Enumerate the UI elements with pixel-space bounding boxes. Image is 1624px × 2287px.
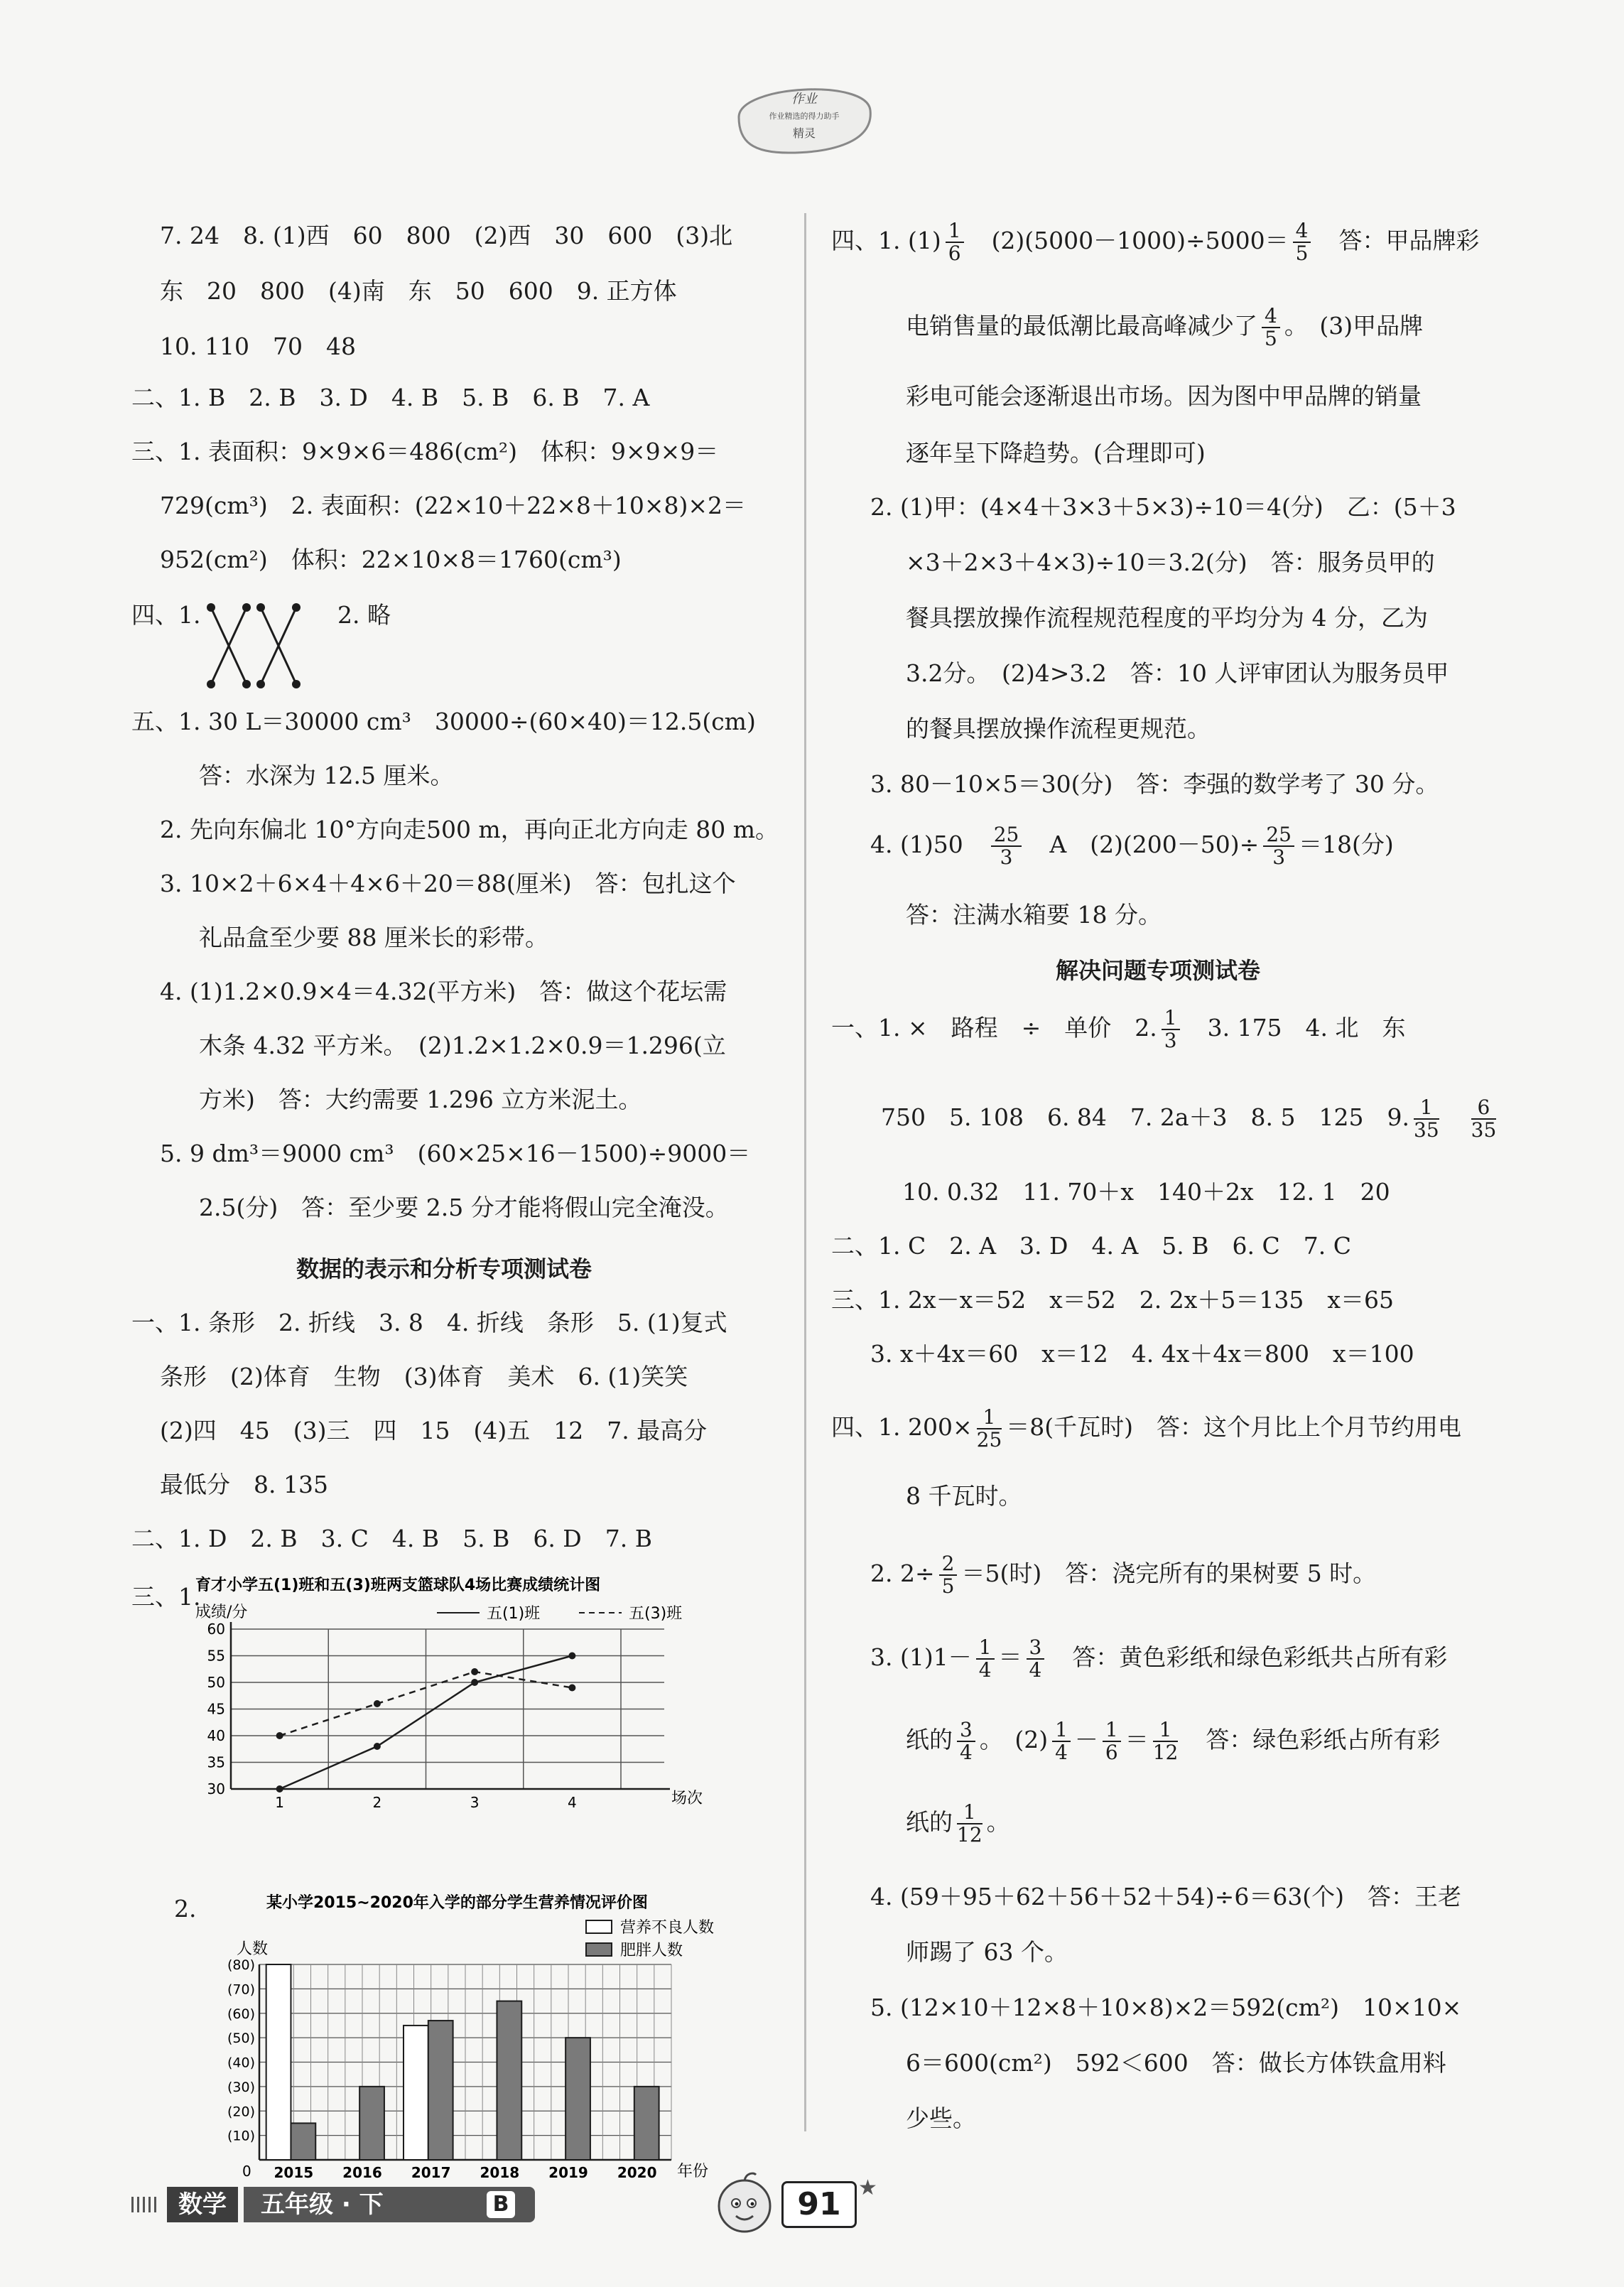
- answer-line: 答：注满水箱要 18 分。: [906, 901, 1162, 929]
- bar: [428, 2021, 453, 2160]
- fraction: [957, 1802, 982, 1846]
- x-tick-label: 2: [372, 1794, 382, 1811]
- data-point: [374, 1743, 381, 1750]
- x-tick-label: 3: [470, 1794, 480, 1811]
- chart-xlabel: 年份: [677, 2163, 709, 2180]
- fraction: [1263, 824, 1294, 868]
- logo-line1: 作业: [791, 92, 817, 107]
- answer-line: [881, 1097, 1500, 1141]
- fraction-num: 1: [957, 1802, 982, 1824]
- answer-line: 4. (59＋95＋62＋56＋52＋54)÷6＝63(个) 答：王老: [870, 1883, 1462, 1910]
- y-tick-label: (40): [227, 2055, 255, 2071]
- answer-line: 彩电可能会逐渐退出市场。因为图中甲品牌的销量: [906, 382, 1422, 410]
- fraction-num: 4: [1262, 306, 1280, 328]
- bar: [359, 2087, 384, 2160]
- chart-xlabel: 场次: [671, 1790, 703, 1807]
- fraction: [957, 1719, 975, 1763]
- text-run: (2)(5000－1000)÷5000＝: [991, 227, 1289, 254]
- text-run: 。 (2): [979, 1726, 1049, 1753]
- bar: [291, 2123, 315, 2160]
- answer-line: 三、1. 表面积：9×9×6＝486(cm²) 体积：9×9×9＝: [131, 438, 719, 465]
- answer-line: 3. x＋4x＝60 x＝12 4. 4x＋4x＝800 x＝100: [870, 1340, 1414, 1368]
- text-run: 。: [986, 1808, 1010, 1836]
- answer-line: 7. 24 8. (1)西 60 800 (2)西 30 600 (3)北: [160, 222, 733, 249]
- answer-line: 逐年呈下降趋势。(合理即可): [906, 439, 1206, 467]
- column-divider: [804, 213, 806, 2131]
- page-number: 91: [781, 2181, 857, 2228]
- chart-origin: 0: [242, 2163, 251, 2180]
- answer-line: 条形 (2)体育 生物 (3)体育 美术 6. (1)笑笑: [160, 1363, 688, 1390]
- y-tick-label: (20): [227, 2104, 255, 2120]
- y-tick-label: 40: [207, 1727, 225, 1744]
- fraction-num: 1: [1414, 1097, 1439, 1120]
- answer-line: 的餐具摆放操作流程更规范。: [906, 715, 1211, 742]
- answer-line: [870, 1637, 1447, 1681]
- bar-chart: [181, 1886, 749, 2185]
- data-point: [568, 1685, 575, 1692]
- fraction-den: 12: [957, 1823, 982, 1847]
- answer-line: 三、1. 2x－x＝52 x＝52 2. 2x＋5＝135 x＝65: [831, 1286, 1394, 1314]
- text-run: 2. 2÷: [870, 1559, 935, 1587]
- y-tick-label: (50): [227, 2031, 255, 2047]
- legend-label: 五(1)班: [487, 1605, 541, 1623]
- answer-line: [831, 1007, 1406, 1051]
- answer-line: 方米) 答：大约需要 1.296 立方米泥土。: [199, 1086, 642, 1113]
- y-tick-label: 50: [207, 1674, 225, 1691]
- answer-line: 2. 先向东偏北 10°方向走500 m，再向正北方向走 80 m。: [160, 816, 779, 843]
- y-tick-label: (10): [227, 2128, 255, 2144]
- section-title: 数据的表示和分析专项测试卷: [296, 1255, 592, 1282]
- answer-line: 三、1.: [131, 1583, 201, 1611]
- text-run: 答：甲品牌彩: [1338, 227, 1480, 254]
- answer-line: 2. (1)甲：(4×4＋3×3＋5×3)÷10＝4(分) 乙：(5＋3: [870, 493, 1456, 521]
- answer-line: 952(cm²) 体积：22×10×8＝1760(cm³): [160, 546, 622, 573]
- answer-line: 四、1.: [131, 601, 201, 629]
- answer-line: 最低分 8. 135: [160, 1471, 328, 1498]
- y-tick-label: 35: [207, 1753, 225, 1771]
- text-run: 四、1. (1): [831, 227, 941, 254]
- data-point: [374, 1700, 381, 1707]
- x-tick-label: 2017: [411, 2164, 451, 2181]
- x-tick-label: 4: [568, 1794, 577, 1811]
- answer-line: 2. 略: [337, 601, 391, 629]
- y-tick-label: 60: [207, 1621, 225, 1638]
- answer-line: 餐具摆放操作流程规范程度的平均分为 4 分，乙为: [906, 604, 1428, 632]
- fraction: [1027, 1637, 1045, 1681]
- answer-line: 3. 80－10×5＝30(分) 答：李强的数学考了 30 分。: [870, 770, 1439, 798]
- fraction-den: 4: [1055, 1741, 1068, 1764]
- fraction-den: 4: [978, 1658, 992, 1682]
- fraction-den: 6: [1105, 1741, 1118, 1764]
- answer-line: 二、1. B 2. B 3. D 4. B 5. B 6. B 7. A: [131, 384, 650, 411]
- fraction: [939, 1553, 958, 1597]
- text-run: A (2)(200－50)÷: [1049, 831, 1260, 858]
- x-tick-label: 2016: [342, 2164, 382, 2181]
- chart-title: 育才小学五(1)班和五(3)班两支篮球队4场比赛成绩统计图: [195, 1577, 601, 1594]
- fraction-num: 6: [1471, 1097, 1497, 1120]
- fraction-num: 3: [957, 1719, 975, 1742]
- fraction: [991, 824, 1022, 868]
- data-point: [471, 1668, 478, 1675]
- data-point: [276, 1732, 283, 1739]
- fraction: [1293, 220, 1311, 264]
- fraction-num: 1: [976, 1637, 995, 1660]
- legend-label: 五(3)班: [629, 1605, 683, 1623]
- answer-line: [831, 220, 1479, 264]
- answer-line: 4. (1)1.2×0.9×4＝4.32(平方米) 答：做这个花坛需: [160, 978, 727, 1005]
- answer-line: 答：水深为 12.5 厘米。: [199, 762, 454, 789]
- text-run: 一、1. × 路程 ÷ 单价 2.: [831, 1014, 1157, 1042]
- fraction: [1103, 1719, 1121, 1763]
- fraction-den: 3: [1164, 1029, 1177, 1052]
- answer-line: ×3＋2×3＋4×3)÷10＝3.2(分) 答：服务员甲的: [906, 548, 1435, 576]
- line-chart: [181, 1576, 749, 1817]
- text-run: ＝18(分): [1298, 831, 1394, 858]
- text-run: 3. (1)1－: [870, 1643, 972, 1671]
- fraction: [1153, 1719, 1179, 1763]
- fraction-num: 1: [1052, 1719, 1071, 1742]
- answer-line: (2)四 45 (3)三 四 15 (4)五 12 7. 最高分: [160, 1417, 708, 1444]
- fraction-den: 5: [941, 1574, 955, 1598]
- answer-line: [906, 306, 1423, 350]
- matching-lines-diagram: [202, 600, 302, 693]
- legend-label: 营养不良人数: [620, 1919, 715, 1937]
- text-run: 纸的: [906, 1726, 953, 1753]
- footer-edition: B: [487, 2191, 515, 2218]
- fraction-den: 3: [1272, 845, 1286, 869]
- bar: [634, 2087, 659, 2160]
- data-point: [471, 1679, 478, 1686]
- answer-line: 五、1. 30 L＝30000 cm³ 30000÷(60×40)＝12.5(cm): [131, 708, 756, 735]
- x-tick-label: 2015: [274, 2164, 314, 2181]
- answer-line: 5. (12×10＋12×8＋10×8)×2＝592(cm²) 10×10×: [870, 1994, 1462, 2021]
- text-run: 答：黄色彩纸和绿色彩纸共占所有彩: [1072, 1643, 1448, 1671]
- footer-dots: [131, 2197, 160, 2212]
- x-tick-label: 2018: [480, 2164, 520, 2181]
- answer-line: 2.: [174, 1895, 197, 1923]
- text-run: 纸的: [906, 1808, 953, 1836]
- text-run: 4. (1)50: [870, 831, 963, 858]
- fraction: [1162, 1007, 1180, 1051]
- bar: [497, 2001, 521, 2160]
- fraction-num: 1: [1153, 1719, 1179, 1742]
- answer-line: [831, 1407, 1461, 1451]
- star-icon: ★: [858, 2175, 877, 2200]
- x-tick-label: 2020: [617, 2164, 657, 2181]
- answer-line: 3. 10×2＋6×4＋4×6＋20＝88(厘米) 答：包扎这个: [160, 870, 736, 897]
- answer-line: 6＝600(cm²) 592＜600 答：做长方体铁盒用料: [906, 2049, 1446, 2077]
- fraction-den: 4: [1029, 1658, 1042, 1682]
- fraction-den: 3: [1000, 845, 1013, 869]
- fraction: [977, 1407, 1002, 1451]
- text-run: ＝: [998, 1643, 1022, 1671]
- fraction-den: 12: [1152, 1741, 1179, 1764]
- apple-mascot-icon: [710, 2170, 778, 2242]
- answer-line: 10. 0.32 11. 70＋x 140＋2x 12. 1 20: [902, 1178, 1390, 1206]
- fraction-den: 35: [1414, 1118, 1439, 1142]
- answer-line: 师踢了 63 个。: [906, 1938, 1068, 1966]
- text-run: ＝: [1125, 1726, 1149, 1753]
- fraction-num: 1: [1103, 1719, 1121, 1742]
- y-tick-label: (60): [227, 2006, 255, 2022]
- answer-line: [906, 1802, 1010, 1846]
- fraction-num: 3: [1027, 1637, 1045, 1660]
- text-run: －: [1074, 1726, 1098, 1753]
- fraction: [1052, 1719, 1071, 1763]
- y-tick-label: (30): [227, 2079, 255, 2095]
- answer-line: 2.5(分) 答：至少要 2.5 分才能将假山完全淹没。: [199, 1194, 729, 1221]
- chart-ylabel: 人数: [237, 1940, 269, 1958]
- x-tick-label: 1: [275, 1794, 284, 1811]
- text-run: 电销售量的最低潮比最高峰减少了: [906, 312, 1257, 340]
- answer-line: [870, 824, 1394, 868]
- section-title: 解决问题专项测试卷: [1055, 957, 1260, 984]
- bar: [565, 2038, 590, 2160]
- answer-line: 5. 9 dm³＝9000 cm³ (60×25×16－1500)÷9000＝: [160, 1140, 751, 1167]
- answer-line: 木条 4.32 平方米。 (2)1.2×1.2×0.9＝1.296(立: [199, 1032, 726, 1059]
- fraction-den: 5: [1265, 327, 1277, 350]
- answer-line: 10. 110 70 48: [160, 332, 356, 360]
- answer-line: 8 千瓦时。: [906, 1482, 1022, 1510]
- fraction-num: 1: [946, 220, 964, 243]
- y-tick-label: 30: [207, 1780, 225, 1797]
- text-run: 答：绿色彩纸占所有彩: [1206, 1726, 1441, 1753]
- fraction-num: 25: [1263, 824, 1294, 847]
- text-run: 750 5. 108 6. 84 7. 2a＋3 8. 5 125 9.: [881, 1103, 1409, 1131]
- bar: [266, 1964, 291, 2160]
- logo-line2: 作业精选的得力助手: [769, 112, 840, 121]
- answer-line: 3.2分。 (2)4>3.2 答：10 人评审团认为服务员甲: [906, 659, 1449, 687]
- fraction-den: 5: [1295, 242, 1309, 265]
- answer-line: 729(cm³) 2. 表面积：(22×10＋22×8＋10×8)×2＝: [160, 492, 747, 519]
- legend-label: 肥胖人数: [620, 1942, 683, 1959]
- chart-title: 某小学2015~2020年入学的部分学生营养情况评价图: [266, 1894, 648, 1912]
- brand-logo: [725, 75, 881, 160]
- fraction: [1414, 1097, 1439, 1141]
- logo-line3: 精灵: [792, 126, 816, 140]
- fraction: [1471, 1097, 1497, 1141]
- fraction: [976, 1637, 995, 1681]
- text-run: ＝5(时) 答：浇完所有的果树要 5 时。: [961, 1559, 1377, 1587]
- data-point: [276, 1785, 283, 1793]
- answer-line: [906, 1719, 1440, 1763]
- text-run: 3. 175 4. 北 东: [1207, 1014, 1406, 1042]
- footer-subject: 数学: [167, 2187, 238, 2222]
- answer-line: 一、1. 条形 2. 折线 3. 8 4. 折线 条形 5. (1)复式: [131, 1309, 727, 1336]
- fraction-den: 25: [976, 1428, 1002, 1451]
- fraction-den: 6: [948, 242, 961, 265]
- answer-line: 东 20 800 (4)南 东 50 600 9. 正方体: [160, 277, 677, 305]
- answer-line: 少些。: [906, 2104, 976, 2132]
- answer-line: [870, 1553, 1376, 1597]
- data-point: [568, 1653, 575, 1660]
- answer-line: 礼品盒至少要 88 厘米长的彩带。: [199, 924, 548, 951]
- answer-line: 二、1. D 2. B 3. C 4. B 5. B 6. D 7. B: [131, 1525, 652, 1552]
- fraction-num: 1: [1162, 1007, 1180, 1030]
- fraction-den: 35: [1471, 1118, 1497, 1142]
- text-run: ＝8(千瓦时) 答：这个月比上个月节约用电: [1006, 1413, 1462, 1441]
- answer-line: 二、1. C 2. A 3. D 4. A 5. B 6. C 7. C: [831, 1232, 1351, 1260]
- fraction: [946, 220, 964, 264]
- chart-ylabel: 成绩/分: [195, 1604, 248, 1621]
- fraction-num: 25: [991, 824, 1022, 847]
- fraction: [1262, 306, 1280, 350]
- text-run: 。 (3)甲品牌: [1284, 312, 1424, 340]
- fraction-den: 4: [960, 1741, 973, 1764]
- x-tick-label: 2019: [548, 2164, 588, 2181]
- fraction-num: 4: [1293, 220, 1311, 243]
- y-tick-label: (80): [227, 1957, 255, 1973]
- y-tick-label: 55: [207, 1647, 225, 1665]
- y-tick-label: (70): [227, 1981, 255, 1998]
- footer-grade: 五年级 · 下: [244, 2187, 535, 2222]
- y-tick-label: 45: [207, 1700, 225, 1718]
- text-run: 四、1. 200×: [831, 1413, 973, 1441]
- bar: [404, 2026, 428, 2160]
- fraction-num: 1: [977, 1407, 1002, 1429]
- fraction-num: 2: [939, 1553, 958, 1576]
